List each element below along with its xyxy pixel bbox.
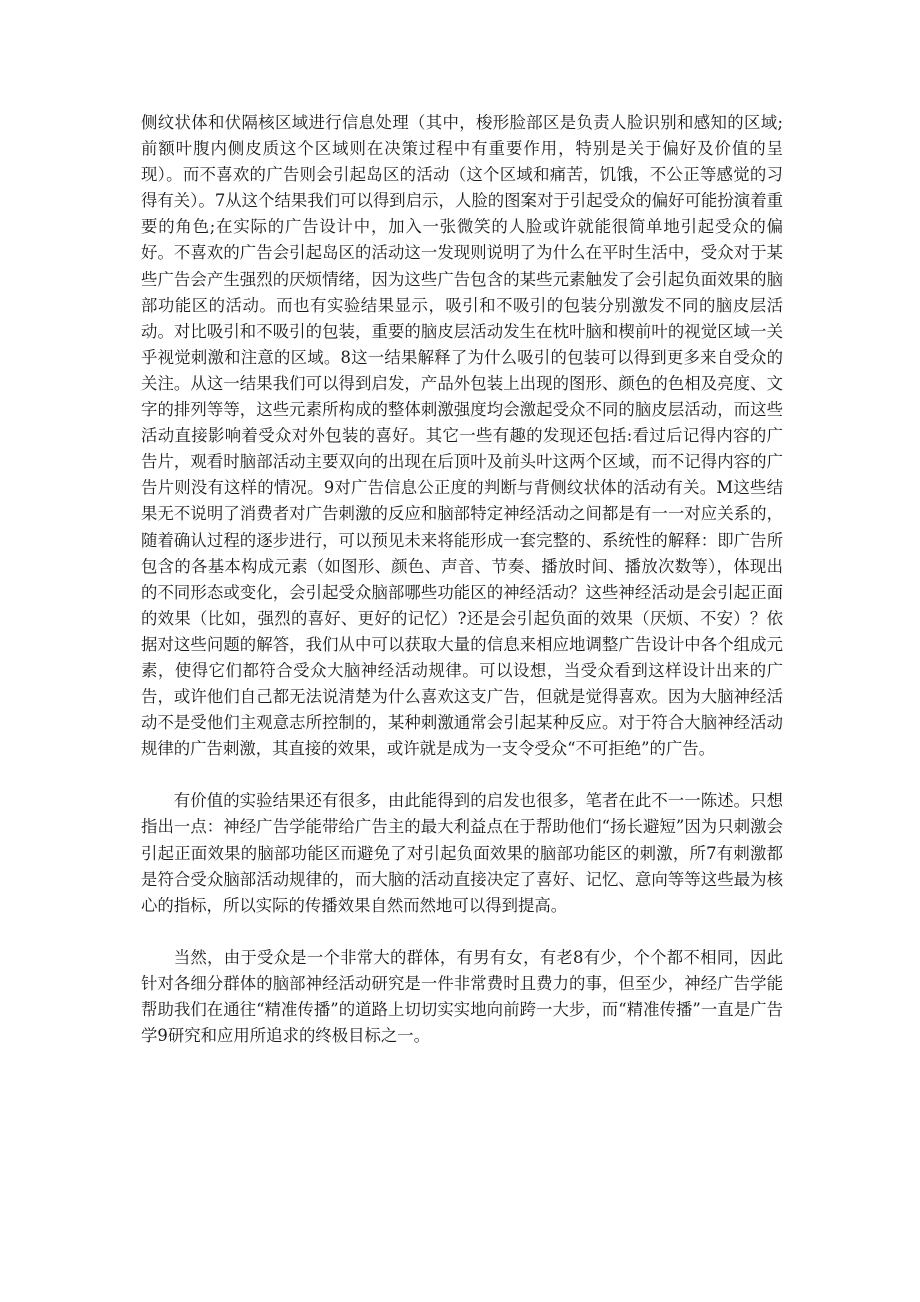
paragraph-3: 当然，由于受众是一个非常大的群体，有男有女，有老8有少，个个都不相同，因此针对各细分群体的脑部神经活动研究是一件非常费时且费力的事，但至少，神经广告学能帮助我们在通往“精准传播”的道路上切切实实地向前跨一大步，而“精准传播”一直是广告学9研究和应用所追求的终极目标之一。 xyxy=(141,947,783,1046)
paragraph-spacer xyxy=(141,919,783,945)
paragraph-spacer xyxy=(141,762,783,788)
paragraph-1: 侧纹状体和伏隔核区域进行信息处理（其中，梭形脸部区是负责人脸识别和感知的区域;前额叶腹内侧皮质这个区域则在决策过程中有重要作用，特别是关于偏好及价值的呈现）。而不喜欢的广告则会引起岛区的活动（这个区域和痛苦，饥饿，不公正等感觉的习得有关）。7从这个结果我们可以得到启示，人脸的图案对于引起受众的偏好可能扮演着重要的角色;在实际的广告设计中，加入一张微笑的人脸或许就能很简单地引起受众的偏好。不喜欢的广告会引起岛区的活动这一发现则说明了为什么在平时生活中，受众对于某些广告会产生强烈的厌烦情绪，因为这些广告包含的某些元素触发了会引起负面效果的脑部功能区的活动。而也有实验结果显示，吸引和不吸引的包装分别激发不同的脑皮层活动。对比吸引和不吸引的包装，重要的脑皮层活动发生在枕叶脑和楔前叶的视觉区域一关乎视觉刺激和注意的区域。8这一结果解释了为什么吸引的包装可以得到更多来自受众的关注。从这一结果我们可以得到启发，产品外包装上出现的图形、颜色的色相及亮度、文字的排列等等，这些元素所构成的整体刺激强度均会激起受众不同的脑皮层活动，而这些活动直接影响着受众对外包装的喜好。其它一些有趣的发现还包括:看过后记得内容的广告片，观看时脑部活动主要双向的出现在后顶叶及前头叶这两个区域，而不记得内容的广告片则没有这样的情况。9对广告信息公正度的判断与背侧纹状体的活动有关。M这些结果无不说明了消费者对广告刺激的反应和脑部特定神经活动之间都是有一一对应关系的，随着确认过程的逐步进行，可以预见未来将能形成一套完整的、系统性的解释：即广告所包含的各基本构成元素（如图形、颜色、声音、节奏、播放时间、播放次数等），体现出的不同形态或变化，会引起受众脑部哪些功能区的神经活动？这些神经活动是会引起正面的效果（比如，强烈的喜好、更好的记忆）?还是会引起负面的效果（厌烦、不安）？依据对这些问题的解答，我们从中可以获取大量的信息来相应地调整广告设计中各个组成元素，使得它们都符合受众大脑神经活动规律。可以设想，当受众看到这样设计出来的广告，或许他们自己都无法说清楚为什么喜欢这支广告，但就是觉得喜欢。因为大脑神经活动不是受他们主观意志所控制的，某种刺激通常会引起某种反应。对于符合大脑神经活动规律的广告刺激，其直接的效果，或许就是成为一支令受众“不可拒绝”的广告。 xyxy=(141,113,783,759)
paragraph-2: 有价值的实验结果还有很多，由此能得到的启发也很多，笔者在此不一一陈述。只想指出一点：神经广告学能带给广告主的最大利益点在于帮助他们“扬长避短”因为只刺激会引起正面效果的脑部功能区而避免了对引起负面效果的脑部功能区的刺激，所7有刺激都是符合受众脑部活动规律的，而大脑的活动直接决定了喜好、记忆、意向等等这些最为核心的指标，所以实际的传播效果自然而然地可以得到提高。 xyxy=(141,791,783,915)
document-body xyxy=(141,110,783,1049)
